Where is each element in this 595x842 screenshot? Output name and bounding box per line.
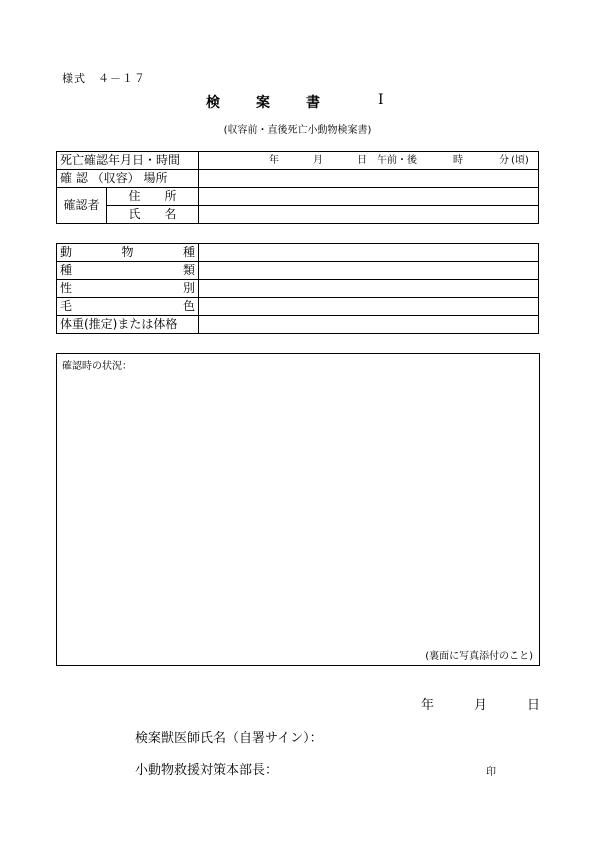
bottom-date-day: 日 [527, 698, 541, 713]
species-label [57, 244, 199, 262]
ampm-label: 午前・後 [377, 155, 418, 166]
day-unit: 日 [357, 155, 368, 166]
breed-label-char-1: 種 [60, 263, 73, 277]
name-label: 氏 名 [107, 206, 199, 224]
species-label-char-1: 動 [60, 245, 73, 259]
director-label: 小動物救援対策本部長： [135, 763, 279, 778]
coat-color-label-char-2: 色 [182, 299, 195, 313]
minute-unit: 分 [499, 155, 510, 166]
animal-info-table [56, 243, 539, 334]
location-label: 確 認 （収容） 場所 [57, 170, 199, 188]
title-roman-numeral: Ⅰ [378, 92, 384, 108]
confirmation-table [56, 151, 539, 224]
breed-field[interactable] [199, 262, 539, 280]
address-label: 住 所 [107, 188, 199, 206]
coat-color-label-char-1: 毛 [60, 299, 73, 313]
bottom-date-year: 年 [421, 698, 435, 713]
title-char-3: 書 [306, 95, 320, 111]
location-field[interactable] [199, 170, 539, 188]
breed-label-char-2: 類 [182, 263, 195, 277]
vet-signature-label: 検案獣医師氏名（自署サイン）： [135, 731, 323, 746]
coat-color-label [57, 298, 199, 316]
breed-label [57, 262, 199, 280]
status-label: 確認時の状況： [62, 361, 132, 372]
species-label-char-3: 種 [182, 245, 195, 259]
sex-field[interactable] [199, 280, 539, 298]
title-char-2: 案 [256, 95, 270, 111]
weight-field[interactable] [199, 316, 539, 334]
address-field[interactable] [199, 188, 539, 206]
status-box[interactable] [56, 353, 540, 666]
bottom-date-month: 月 [474, 698, 488, 713]
sex-label-char-1: 性 [60, 281, 73, 295]
sex-label [57, 280, 199, 298]
coat-color-field[interactable] [199, 298, 539, 316]
species-label-char-2: 物 [121, 245, 134, 259]
weight-label: 体重(推定)または体格 [57, 316, 199, 334]
sex-label-char-2: 別 [182, 281, 195, 295]
species-field[interactable] [199, 244, 539, 262]
death-datetime-field[interactable] [199, 152, 539, 170]
form-number: 様式 ４－１７ [62, 72, 146, 85]
title-char-1: 検 [206, 95, 220, 111]
year-unit: 年 [269, 155, 280, 166]
seal-mark: 印 [486, 767, 496, 778]
hour-unit: 時 [453, 155, 464, 166]
death-datetime-label: 死亡確認年月日・時間 [57, 152, 199, 170]
confirmer-label: 確認者 [57, 188, 107, 224]
document-subtitle: (収容前・直後死亡小動物検案書) [223, 125, 372, 136]
month-unit: 月 [313, 155, 324, 166]
approx-label: (頃) [511, 155, 529, 166]
name-field[interactable] [199, 206, 539, 224]
photo-note: (裏面に写真添付のこと) [425, 651, 533, 662]
